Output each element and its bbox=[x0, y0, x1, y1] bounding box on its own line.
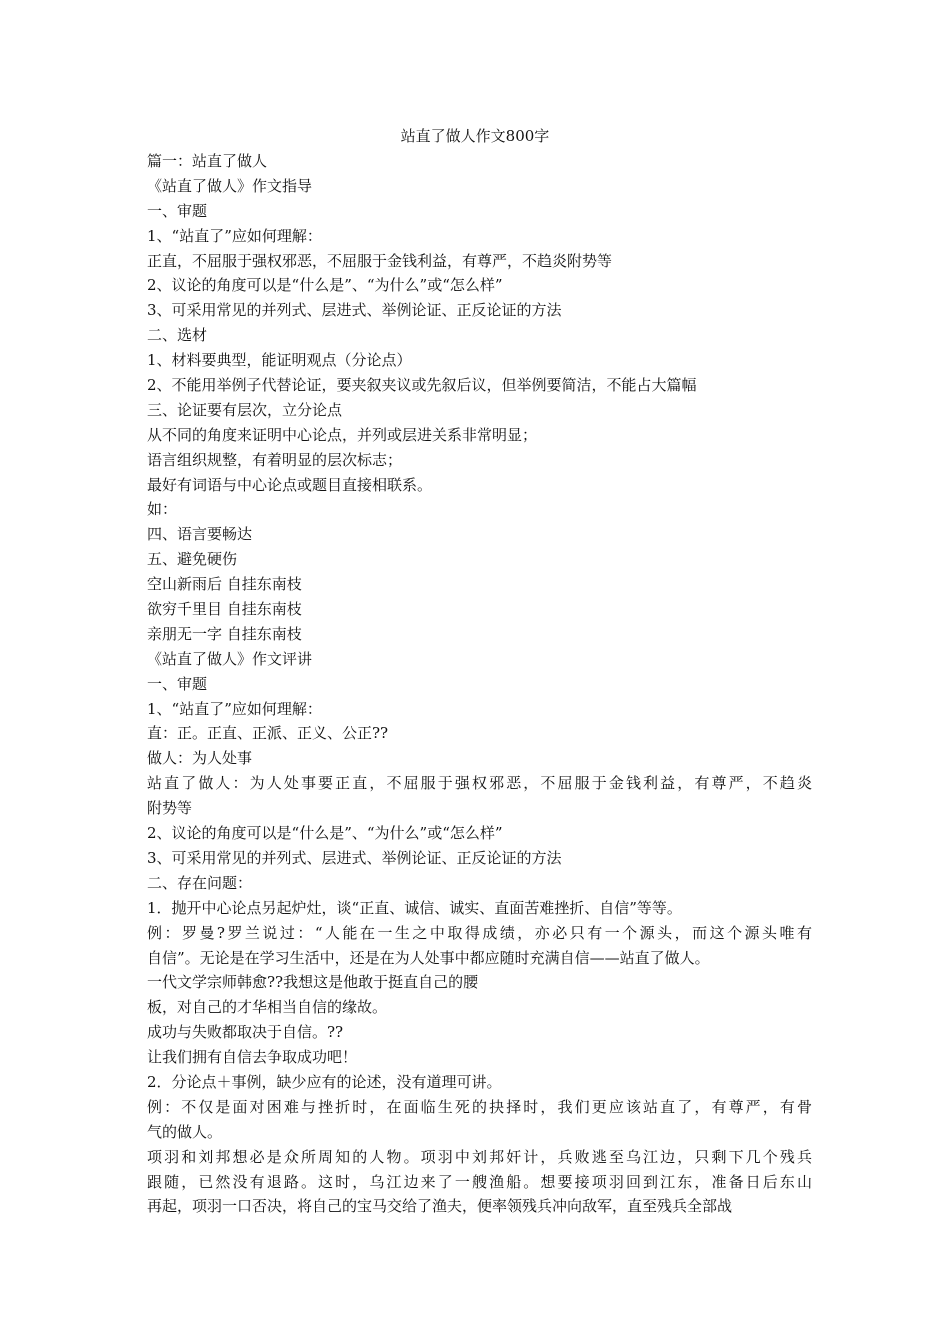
document-body bbox=[147, 149, 812, 1219]
text-line: 直：正。正直、正派、正义、公正?? bbox=[147, 724, 389, 743]
text-line: 2、议论的角度可以是“什么是”、“为什么”或“怎么样” bbox=[147, 276, 503, 295]
text-line: 一、审题 bbox=[147, 674, 208, 693]
text-line: 自信”。无论是在学习生活中，还是在为人处事中都应随时充满自信——站直了做人。 bbox=[147, 948, 710, 967]
text-line: 一代文学宗师韩愈??我想这是他敢于挺直自己的腰 bbox=[147, 973, 479, 992]
text-line: 《站直了做人》作文指导 bbox=[147, 176, 313, 195]
text-line: 二、选材 bbox=[147, 326, 208, 345]
text-line: 板，对自己的才华相当自信的缘故。 bbox=[147, 998, 388, 1017]
text-line: 项羽和刘邦想必是众所周知的人物。项羽中刘邦奸计，兵败逃至乌江边，只剩下几个残兵 bbox=[147, 1147, 812, 1166]
text-line: 1、“站直了”应如何理解： bbox=[147, 699, 322, 718]
text-line: 《站直了做人》作文评讲 bbox=[147, 649, 313, 668]
text-line: 1、材料要典型，能证明观点（分论点） bbox=[147, 351, 412, 370]
text-line: 一、审题 bbox=[147, 201, 208, 220]
text-line: 空山新雨后 自挂东南枝 bbox=[147, 575, 302, 594]
text-line: 三、论证要有层次，立分论点 bbox=[147, 400, 343, 419]
text-line: 2．分论点＋事例，缺少应有的论述，没有道理可讲。 bbox=[147, 1072, 502, 1091]
text-line: 做人：为人处事 bbox=[147, 749, 253, 768]
text-line: 例：罗曼?罗兰说过：“人能在一生之中取得成绩，亦必只有一个源头，而这个源头唯有 bbox=[147, 923, 812, 942]
text-line: 如： bbox=[147, 500, 178, 519]
text-line: 让我们拥有自信去争取成功吧！ bbox=[147, 1048, 358, 1067]
text-line: 二、存在问题： bbox=[147, 873, 253, 892]
text-line: 例：不仅是面对困难与挫折时，在面临生死的抉择时，我们更应该站直了，有尊严，有骨 bbox=[147, 1097, 812, 1116]
text-line: 1．抛开中心论点另起炉灶，谈“正直、诚信、诚实、直面苦难挫折、自信”等等。 bbox=[147, 898, 682, 917]
text-line: 篇一：站直了做人 bbox=[147, 152, 268, 170]
text-line: 气的做人。 bbox=[147, 1122, 223, 1141]
text-line: 2、不能用举例子代替论证，要夹叙夹议或先叙后议，但举例要简洁，不能占大篇幅 bbox=[147, 376, 697, 395]
text-line: 站直了做人：为人处事要正直，不屈服于强权邪恶，不屈服于金钱利益，有尊严，不趋炎 bbox=[147, 774, 812, 793]
text-line: 最好有词语与中心论点或题目直接相联系。 bbox=[147, 475, 433, 494]
text-line: 五、避免硬伤 bbox=[147, 550, 238, 569]
text-line: 2、议论的角度可以是“什么是”、“为什么”或“怎么样” bbox=[147, 824, 503, 843]
text-line: 再起，项羽一口否决，将自己的宝马交给了渔夫，便率领残兵冲向敌军，直至残兵全部战 bbox=[147, 1197, 733, 1216]
text-line: 跟随，已然没有退路。这时，乌江边来了一艘渔船。想要接项羽回到江东，准备日后东山 bbox=[147, 1172, 812, 1191]
text-line: 亲朋无一字 自挂东南枝 bbox=[147, 624, 302, 643]
text-line: 附势等 bbox=[147, 799, 193, 818]
text-line: 语言组织规整，有着明显的层次标志； bbox=[147, 450, 403, 469]
text-line: 3、可采用常见的并列式、层进式、举例论证、正反论证的方法 bbox=[147, 301, 562, 320]
text-line: 正直，不屈服于强权邪恶，不屈服于金钱利益，有尊严，不趋炎附势等 bbox=[147, 251, 613, 270]
document-title: 站直了做人作文800字 bbox=[400, 127, 550, 145]
text-line: 成功与失败都取决于自信。?? bbox=[147, 1023, 344, 1042]
text-line: 欲穷千里目 自挂东南枝 bbox=[147, 600, 302, 619]
text-line: 从不同的角度来证明中心论点，并列或层进关系非常明显； bbox=[147, 425, 538, 444]
text-line: 四、语言要畅达 bbox=[147, 525, 253, 544]
text-line: 3、可采用常见的并列式、层进式、举例论证、正反论证的方法 bbox=[147, 848, 562, 867]
text-line: 1、“站直了”应如何理解： bbox=[147, 226, 322, 245]
